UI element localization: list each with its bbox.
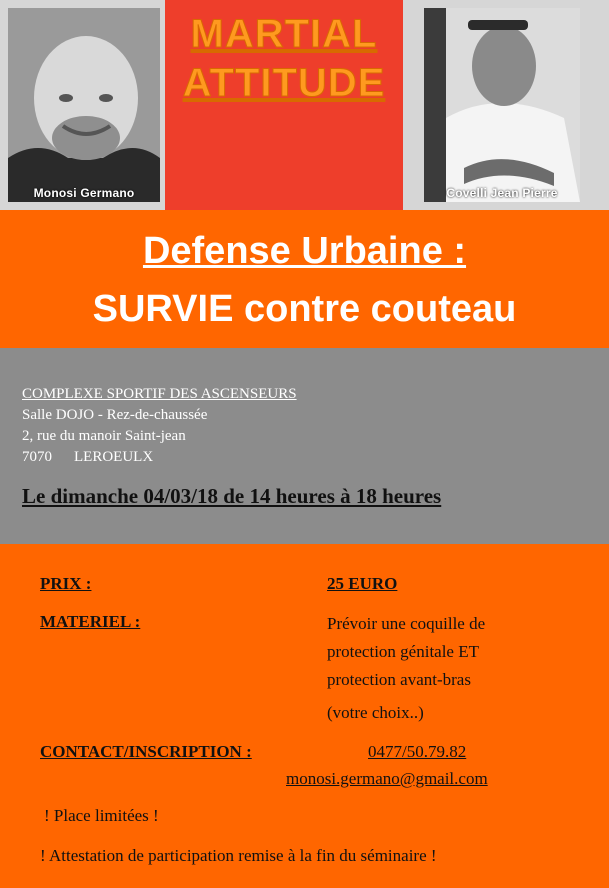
material-choice: (votre choix..) — [327, 703, 424, 722]
venue-postcode: 7070 — [22, 449, 52, 465]
venue-city-row — [22, 447, 297, 468]
material-label: MATERIEL : — [40, 612, 141, 631]
certificate-note: ! Attestation de participation remise à la fin du séminaire ! — [40, 846, 437, 865]
logo-line-1: MARTIAL — [190, 12, 378, 56]
photo-right-caption: Covelli Jean Pierre — [446, 186, 558, 200]
price-value: 25 EURO — [327, 574, 398, 593]
venue-room: Salle DOJO - Rez-de-chaussée — [22, 407, 208, 423]
venue-city: LEROEULX — [74, 449, 154, 465]
logo-line-2: ATTITUDE — [182, 61, 386, 105]
venue-address — [22, 384, 297, 468]
details-section — [0, 544, 609, 888]
portrait-right-illustration — [424, 8, 580, 202]
material-line-1: Prévoir une coquille de — [327, 614, 486, 633]
venue-info-band — [0, 348, 609, 544]
event-title-line-2: SURVIE contre couteau — [92, 288, 517, 330]
venue-street: 2, rue du manoir Saint-jean — [22, 428, 186, 444]
title-band — [0, 210, 609, 348]
contact-email[interactable]: monosi.germano@gmail.com — [286, 769, 488, 788]
price-label: PRIX : — [40, 574, 92, 593]
contact-label: CONTACT/INSCRIPTION : — [40, 742, 252, 761]
contact-phone[interactable]: 0477/50.79.82 — [368, 742, 467, 761]
photo-left-caption: Monosi Germano — [33, 186, 135, 200]
martial-attitude-logo — [165, 0, 403, 210]
header — [0, 0, 609, 210]
material-description — [327, 610, 597, 694]
portrait-left-illustration — [8, 8, 160, 202]
limited-places-note: ! Place limitées ! — [44, 806, 159, 825]
instructor-photo-left — [8, 8, 160, 202]
event-title-line-1: Defense Urbaine : — [142, 230, 467, 272]
venue-name: COMPLEXE SPORTIF DES ASCENSEURS — [22, 386, 297, 402]
material-line-3: protection avant-bras — [327, 670, 471, 689]
event-date: Le dimanche 04/03/18 de 14 heures à 18 heures — [22, 484, 442, 508]
material-line-2: protection génitale ET — [327, 642, 479, 661]
instructor-photo-right — [424, 8, 580, 202]
